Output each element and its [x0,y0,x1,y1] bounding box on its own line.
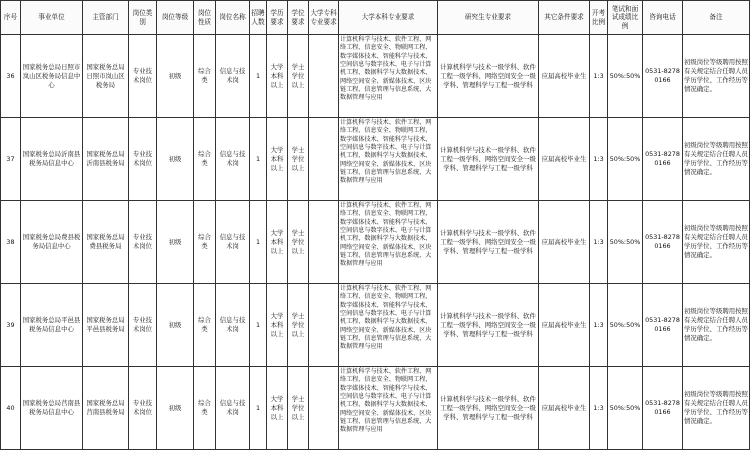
cell-college [309,201,339,284]
header-category: 岗位类别 [129,1,157,35]
cell-edu: 大学本科以上 [267,201,288,284]
cell-no: 37 [1,118,21,201]
header-ratio: 开考比例 [590,1,608,35]
cell-unit: 国家税务总局平邑县税务局信息中心 [21,284,83,367]
header-level: 岗位等级 [157,1,194,35]
cell-ratio: 1:3 [590,118,608,201]
cell-edu: 大学本科以上 [267,118,288,201]
cell-degree: 学士学位以上 [288,118,309,201]
cell-no: 40 [1,367,21,450]
cell-grad: 计算机科学与技术一级学科、软件工程一级学科、网络空间安全一级学科、管理科学与工程一级学科 [438,367,539,450]
cell-remark: 初级岗位等级聘用按照有关规定结合任聘人员学历学位、工作经历等情况确定。 [683,35,750,118]
header-edu: 学历要求 [267,1,288,35]
cell-dept: 国家税务总局费县税务局 [83,201,129,284]
cell-degree: 学士学位以上 [288,201,309,284]
cell-dept: 国家税务总局莒南县税务局 [83,367,129,450]
cell-no: 39 [1,284,21,367]
cell-count: 1 [250,118,267,201]
cell-undergrad: 计算机科学与技术、软件工程、网络工程、信息安全、物联网工程、数字媒体技术、智能科学与技术、空间信息与数字技术、电子与计算机工程、数据科学与大数据技术、网络空间安全、新媒体技术、区块链工程、信息管理与信息系统、大数据管理与应用 [339,118,438,201]
header-post: 岗位名称 [216,1,250,35]
cell-unit: 国家税务总局费县税务局信息中心 [21,201,83,284]
cell-nature: 综合类 [194,201,216,284]
cell-grad: 计算机科学与技术一级学科、软件工程一级学科、网络空间安全一级学科、管理科学与工程一级学科 [438,35,539,118]
cell-category: 专业技术岗位 [129,284,157,367]
cell-nature: 综合类 [194,118,216,201]
cell-other: 应届高校毕业生 [539,284,590,367]
cell-level: 初级 [157,367,194,450]
header-score-ratio: 笔试和面试成绩比例 [608,1,643,35]
cell-ratio: 1:3 [590,201,608,284]
cell-dept: 国家税务总局沂南县税务局 [83,118,129,201]
cell-score-ratio: 50%:50% [608,284,643,367]
header-nature: 岗位性质 [194,1,216,35]
cell-unit: 国家税务总局莒南县税务局信息中心 [21,367,83,450]
cell-remark: 初级岗位等级聘用按照有关规定结合任聘人员学历学位、工作经历等情况确定。 [683,367,750,450]
cell-edu: 大学本科以上 [267,284,288,367]
header-no: 序号 [1,1,21,35]
cell-undergrad: 计算机科学与技术、软件工程、网络工程、信息安全、物联网工程、数字媒体技术、智能科学与技术、空间信息与数字技术、电子与计算机工程、数据科学与大数据技术、网络空间安全、新媒体技术、区块链工程、信息管理与信息系统、大数据管理与应用 [339,35,438,118]
cell-grad: 计算机科学与技术一级学科、软件工程一级学科、网络空间安全一级学科、管理科学与工程一级学科 [438,284,539,367]
cell-ratio: 1:3 [590,367,608,450]
cell-unit: 国家税务总局日照市岚山区税务局信息中心 [21,35,83,118]
cell-other: 应届高校毕业生 [539,35,590,118]
header-dept: 主管部门 [83,1,129,35]
header-grad: 研究生专业要求 [438,1,539,35]
cell-phone: 0531-82780166 [643,118,683,201]
cell-degree: 学士学位以上 [288,367,309,450]
cell-undergrad: 计算机科学与技术、软件工程、网络工程、信息安全、物联网工程、数字媒体技术、智能科学与技术、空间信息与数字技术、电子与计算机工程、数据科学与大数据技术、网络空间安全、新媒体技术、区块链工程、信息管理与信息系统、大数据管理与应用 [339,284,438,367]
table-row [1,201,750,284]
table-row [1,284,750,367]
cell-level: 初级 [157,35,194,118]
cell-score-ratio: 50%:50% [608,367,643,450]
cell-post: 信息与技术岗 [216,201,250,284]
cell-college [309,284,339,367]
table-row [1,367,750,450]
cell-degree: 学士学位以上 [288,284,309,367]
cell-remark: 初级岗位等级聘用按照有关规定结合任聘人员学历学位、工作经历等情况确定。 [683,201,750,284]
table-header-row [1,1,750,35]
cell-remark: 初级岗位等级聘用按照有关规定结合任聘人员学历学位、工作经历等情况确定。 [683,118,750,201]
cell-grad: 计算机科学与技术一级学科、软件工程一级学科、网络空间安全一级学科、管理科学与工程一级学科 [438,201,539,284]
table-row [1,118,750,201]
cell-post: 信息与技术岗 [216,35,250,118]
cell-category: 专业技术岗位 [129,201,157,284]
cell-score-ratio: 50%:50% [608,201,643,284]
cell-edu: 大学本科以上 [267,367,288,450]
cell-phone: 0531-82780166 [643,201,683,284]
cell-other: 应届高校毕业生 [539,118,590,201]
cell-phone: 0531-82780166 [643,367,683,450]
table-row [1,35,750,118]
cell-college [309,118,339,201]
cell-college [309,35,339,118]
cell-category: 专业技术岗位 [129,118,157,201]
cell-nature: 综合类 [194,367,216,450]
header-undergrad: 大学本科专业要求 [339,1,438,35]
cell-college [309,367,339,450]
cell-post: 信息与技术岗 [216,284,250,367]
cell-edu: 大学本科以上 [267,35,288,118]
cell-ratio: 1:3 [590,35,608,118]
cell-nature: 综合类 [194,35,216,118]
cell-no: 36 [1,35,21,118]
cell-phone: 0531-82780166 [643,284,683,367]
header-count: 招聘人数 [250,1,267,35]
cell-ratio: 1:3 [590,284,608,367]
cell-post: 信息与技术岗 [216,118,250,201]
cell-remark: 初级岗位等级聘用按照有关规定结合任聘人员学历学位、工作经历等情况确定。 [683,284,750,367]
cell-other: 应届高校毕业生 [539,367,590,450]
cell-undergrad: 计算机科学与技术、软件工程、网络工程、信息安全、物联网工程、数字媒体技术、智能科学与技术、空间信息与数字技术、电子与计算机工程、数据科学与大数据技术、网络空间安全、新媒体技术、区块链工程、信息管理与信息系统、大数据管理与应用 [339,201,438,284]
header-phone: 咨询电话 [643,1,683,35]
header-unit: 事业单位 [21,1,83,35]
cell-undergrad: 计算机科学与技术、软件工程、网络工程、信息安全、物联网工程、数字媒体技术、智能科学与技术、空间信息与数字技术、电子与计算机工程、数据科学与大数据技术、网络空间安全、新媒体技术、区块链工程、信息管理与信息系统、大数据管理与应用 [339,367,438,450]
cell-dept: 国家税务总局日照市岚山区税务局 [83,35,129,118]
cell-count: 1 [250,201,267,284]
cell-count: 1 [250,367,267,450]
cell-other: 应届高校毕业生 [539,201,590,284]
cell-dept: 国家税务总局平邑县税务局 [83,284,129,367]
cell-score-ratio: 50%:50% [608,35,643,118]
cell-level: 初级 [157,201,194,284]
cell-count: 1 [250,284,267,367]
cell-grad: 计算机科学与技术一级学科、软件工程一级学科、网络空间安全一级学科、管理科学与工程一级学科 [438,118,539,201]
header-remark: 备注 [683,1,750,35]
cell-phone: 0531-82780166 [643,35,683,118]
cell-score-ratio: 50%:50% [608,118,643,201]
header-degree: 学位要求 [288,1,309,35]
cell-no: 38 [1,201,21,284]
cell-category: 专业技术岗位 [129,35,157,118]
cell-level: 初级 [157,284,194,367]
header-other: 其它条件要求 [539,1,590,35]
cell-category: 专业技术岗位 [129,367,157,450]
cell-degree: 学士学位以上 [288,35,309,118]
cell-unit: 国家税务总局沂南县税务局信息中心 [21,118,83,201]
cell-level: 初级 [157,118,194,201]
cell-count: 1 [250,35,267,118]
cell-post: 信息与技术岗 [216,367,250,450]
header-college: 大学专科专业要求 [309,1,339,35]
cell-nature: 综合类 [194,284,216,367]
